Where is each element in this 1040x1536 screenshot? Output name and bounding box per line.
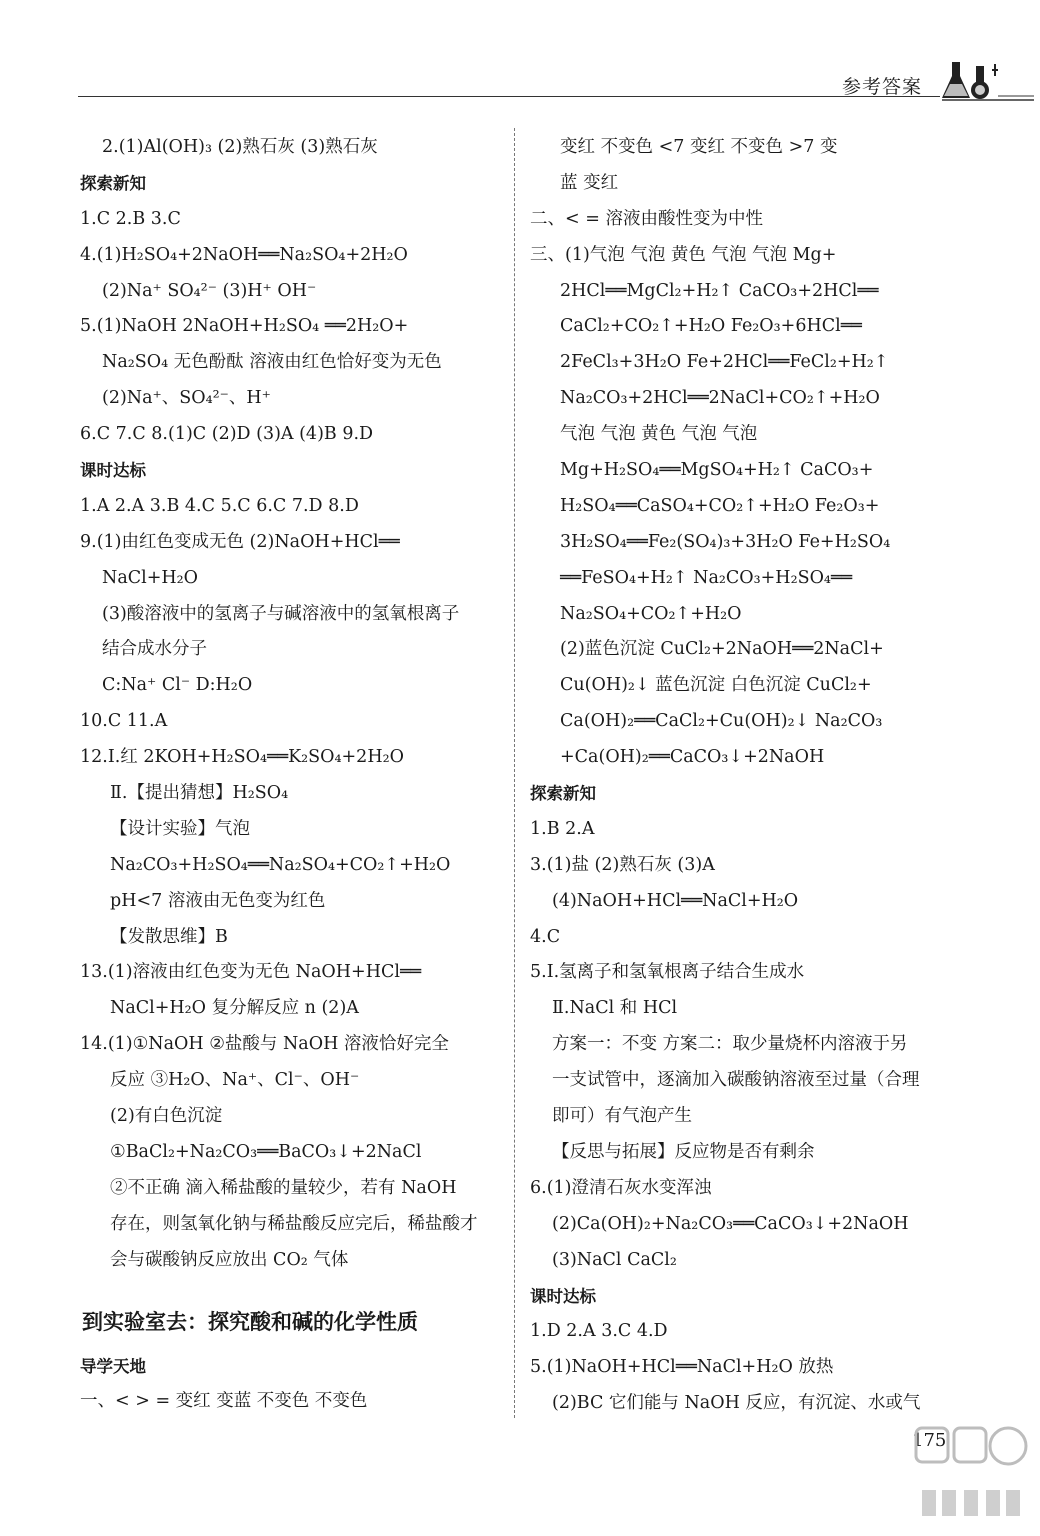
header-label: 参考答案 — [842, 76, 923, 98]
page-number: 175 — [912, 1430, 947, 1451]
right-column-line: 方案一：不变 方案二：取少量烧杯内溶液于另 — [552, 1034, 908, 1055]
right-column-line: 课时达标 — [530, 1286, 596, 1306]
right-column-line: 气泡 气泡 黄色 气泡 气泡 — [560, 424, 758, 445]
right-column-line: +Ca(OH)₂══CaCO₃↓+2NaOH — [560, 747, 825, 768]
left-column-line: Na₂CO₃+H₂SO₄══Na₂SO₄+CO₂↑+H₂O — [110, 854, 451, 875]
left-column-line: (2)Na⁺、SO₄²⁻、H⁺ — [102, 388, 271, 409]
right-column-line: (2)蓝色沉淀 CuCl₂+2NaOH══2NaCl+ — [560, 639, 884, 660]
right-column-line: 2HCl══MgCl₂+H₂↑ CaCO₃+2HCl══ — [560, 280, 879, 301]
right-column-line: 3H₂SO₄══Fe₂(SO₄)₃+3H₂O Fe+H₂SO₄ — [560, 531, 891, 552]
left-column-line: (2)Na⁺ SO₄²⁻ (3)H⁺ OH⁻ — [102, 280, 317, 301]
right-column-line: 即可）有气泡产生 — [552, 1106, 692, 1127]
right-column-line: Cu(OH)₂↓ 蓝色沉淀 白色沉淀 CuCl₂+ — [560, 675, 872, 696]
watermark-logo — [912, 1420, 1032, 1532]
left-column-line: ①BaCl₂+Na₂CO₃══BaCO₃↓+2NaCl — [110, 1141, 422, 1162]
left-column-line: 到实验室去：探究酸和碱的化学性质 — [82, 1309, 418, 1334]
left-column-line: 结合成水分子 — [102, 639, 207, 660]
left-column-line: Na₂SO₄ 无色酚酞 溶液由红色恰好变为无色 — [102, 352, 442, 373]
left-column-line: 一、< > = 变红 变蓝 不变色 不变色 — [80, 1391, 368, 1412]
left-column-line: 1.C 2.B 3.C — [80, 208, 181, 229]
left-column-line: 14.(1)①NaOH ②盐酸与 NaOH 溶液恰好完全 — [80, 1034, 449, 1055]
left-column-line: pH<7 溶液由无色变为红色 — [110, 890, 326, 911]
left-column-line: 课时达标 — [80, 461, 146, 481]
right-column-line: Mg+H₂SO₄══MgSO₄+H₂↑ CaCO₃+ — [560, 460, 874, 481]
page-header — [0, 0, 1040, 110]
right-column-line: 5.Ⅰ.氢离子和氢氧根离子结合生成水 — [530, 962, 805, 983]
right-column-line: 蓝 变红 — [560, 172, 619, 193]
left-column-line: 反应 ③H₂O、Na⁺、Cl⁻、OH⁻ — [110, 1070, 360, 1091]
right-column-line: (2)BC 它们能与 NaOH 反应，有沉淀、水或气 — [552, 1393, 921, 1414]
right-column — [530, 130, 952, 1422]
left-column-line: Ⅱ.【提出猜想】H₂SO₄ — [110, 783, 289, 804]
left-column-line: 探索新知 — [80, 173, 146, 193]
right-column-line: 4.C — [530, 926, 561, 947]
left-column-line: 4.(1)H₂SO₄+2NaOH══Na₂SO₄+2H₂O — [80, 244, 408, 265]
right-column-line: 6.(1)澄清石灰水变浑浊 — [530, 1177, 712, 1198]
right-column-line: (4)NaOH+HCl══NaCl+H₂O — [552, 890, 799, 911]
left-column-line: (2)有白色沉淀 — [110, 1106, 223, 1127]
header-rule — [78, 96, 940, 97]
left-column-line: 10.C 11.A — [80, 711, 168, 732]
left-column-line: (3)酸溶液中的氢离子与碱溶液中的氢氧根离子 — [102, 603, 460, 624]
right-column-line: Na₂CO₃+2HCl══2NaCl+CO₂↑+H₂O — [560, 388, 880, 409]
left-column-line: NaCl+H₂O 复分解反应 n (2)A — [110, 998, 359, 1019]
left-column-line: 12.Ⅰ.红 2KOH+H₂SO₄══K₂SO₄+2H₂O — [80, 747, 404, 768]
left-column-line: 5.(1)NaOH 2NaOH+H₂SO₄ ══2H₂O+ — [80, 316, 409, 337]
right-column-line: (2)Ca(OH)₂+Na₂CO₃══CaCO₃↓+2NaOH — [552, 1213, 909, 1234]
left-column-line: 会与碳酸钠反应放出 CO₂ 气体 — [110, 1249, 349, 1270]
left-column-line: 存在，则氢氧化钠与稀盐酸反应完后，稀盐酸才 — [110, 1213, 478, 1234]
right-column-line: (3)NaCl CaCl₂ — [552, 1249, 677, 1270]
left-column — [80, 130, 498, 1420]
left-column-line: C:Na⁺ Cl⁻ D:H₂O — [102, 675, 253, 696]
right-column-line: ══FeSO₄+H₂↑ Na₂CO₃+H₂SO₄══ — [560, 567, 853, 588]
left-column-line: 【设计实验】气泡 — [110, 818, 250, 839]
left-column-line: ②不正确 滴入稀盐酸的量较少，若有 NaOH — [110, 1177, 457, 1198]
right-column-line: 1.B 2.A — [530, 818, 595, 839]
left-column-line: 【发散思维】B — [110, 926, 228, 947]
right-column-line: Na₂SO₄+CO₂↑+H₂O — [560, 603, 742, 624]
column-divider — [514, 128, 515, 1418]
right-column-line: 变红 不变色 <7 变红 不变色 >7 变 — [560, 137, 838, 157]
left-column-line: 6.C 7.C 8.(1)C (2)D (3)A (4)B 9.D — [80, 424, 374, 445]
right-column-line: 一支试管中，逐滴加入碳酸钠溶液至过量（合理 — [552, 1070, 920, 1091]
right-column-line: H₂SO₄══CaSO₄+CO₂↑+H₂O Fe₂O₃+ — [560, 495, 880, 516]
right-column-line: Ⅱ.NaCl 和 HCl — [552, 998, 678, 1019]
left-column-line: 9.(1)由红色变成无色 (2)NaOH+HCl══ — [80, 531, 400, 552]
right-column-line: Ca(OH)₂══CaCl₂+Cu(OH)₂↓ Na₂CO₃ — [560, 711, 883, 732]
left-column-line: 导学天地 — [80, 1356, 146, 1376]
right-column-line: 1.D 2.A 3.C 4.D — [530, 1321, 668, 1342]
left-column-line: 13.(1)溶液由红色变为无色 NaOH+HCl══ — [80, 962, 422, 983]
right-column-line: CaCl₂+CO₂↑+H₂O Fe₂O₃+6HCl══ — [560, 316, 862, 337]
right-column-line: 5.(1)NaOH+HCl══NaCl+H₂O 放热 — [530, 1357, 834, 1378]
right-column-line: 【反思与拓展】反应物是否有剩余 — [552, 1141, 815, 1162]
flask-icon — [940, 56, 1036, 104]
right-column-line: 二、< = 溶液由酸性变为中性 — [530, 208, 763, 229]
left-column-line: NaCl+H₂O — [102, 567, 199, 588]
right-column-line: 三、(1)气泡 气泡 黄色 气泡 气泡 Mg+ — [530, 244, 837, 265]
left-column-line: 2.(1)Al(OH)₃ (2)熟石灰 (3)熟石灰 — [102, 137, 378, 157]
left-column-line: 1.A 2.A 3.B 4.C 5.C 6.C 7.D 8.D — [80, 495, 359, 516]
right-column-line: 探索新知 — [530, 784, 596, 804]
right-column-line: 2FeCl₃+3H₂O Fe+2HCl══FeCl₂+H₂↑ — [560, 352, 889, 373]
right-column-line: 3.(1)盐 (2)熟石灰 (3)A — [530, 854, 715, 875]
